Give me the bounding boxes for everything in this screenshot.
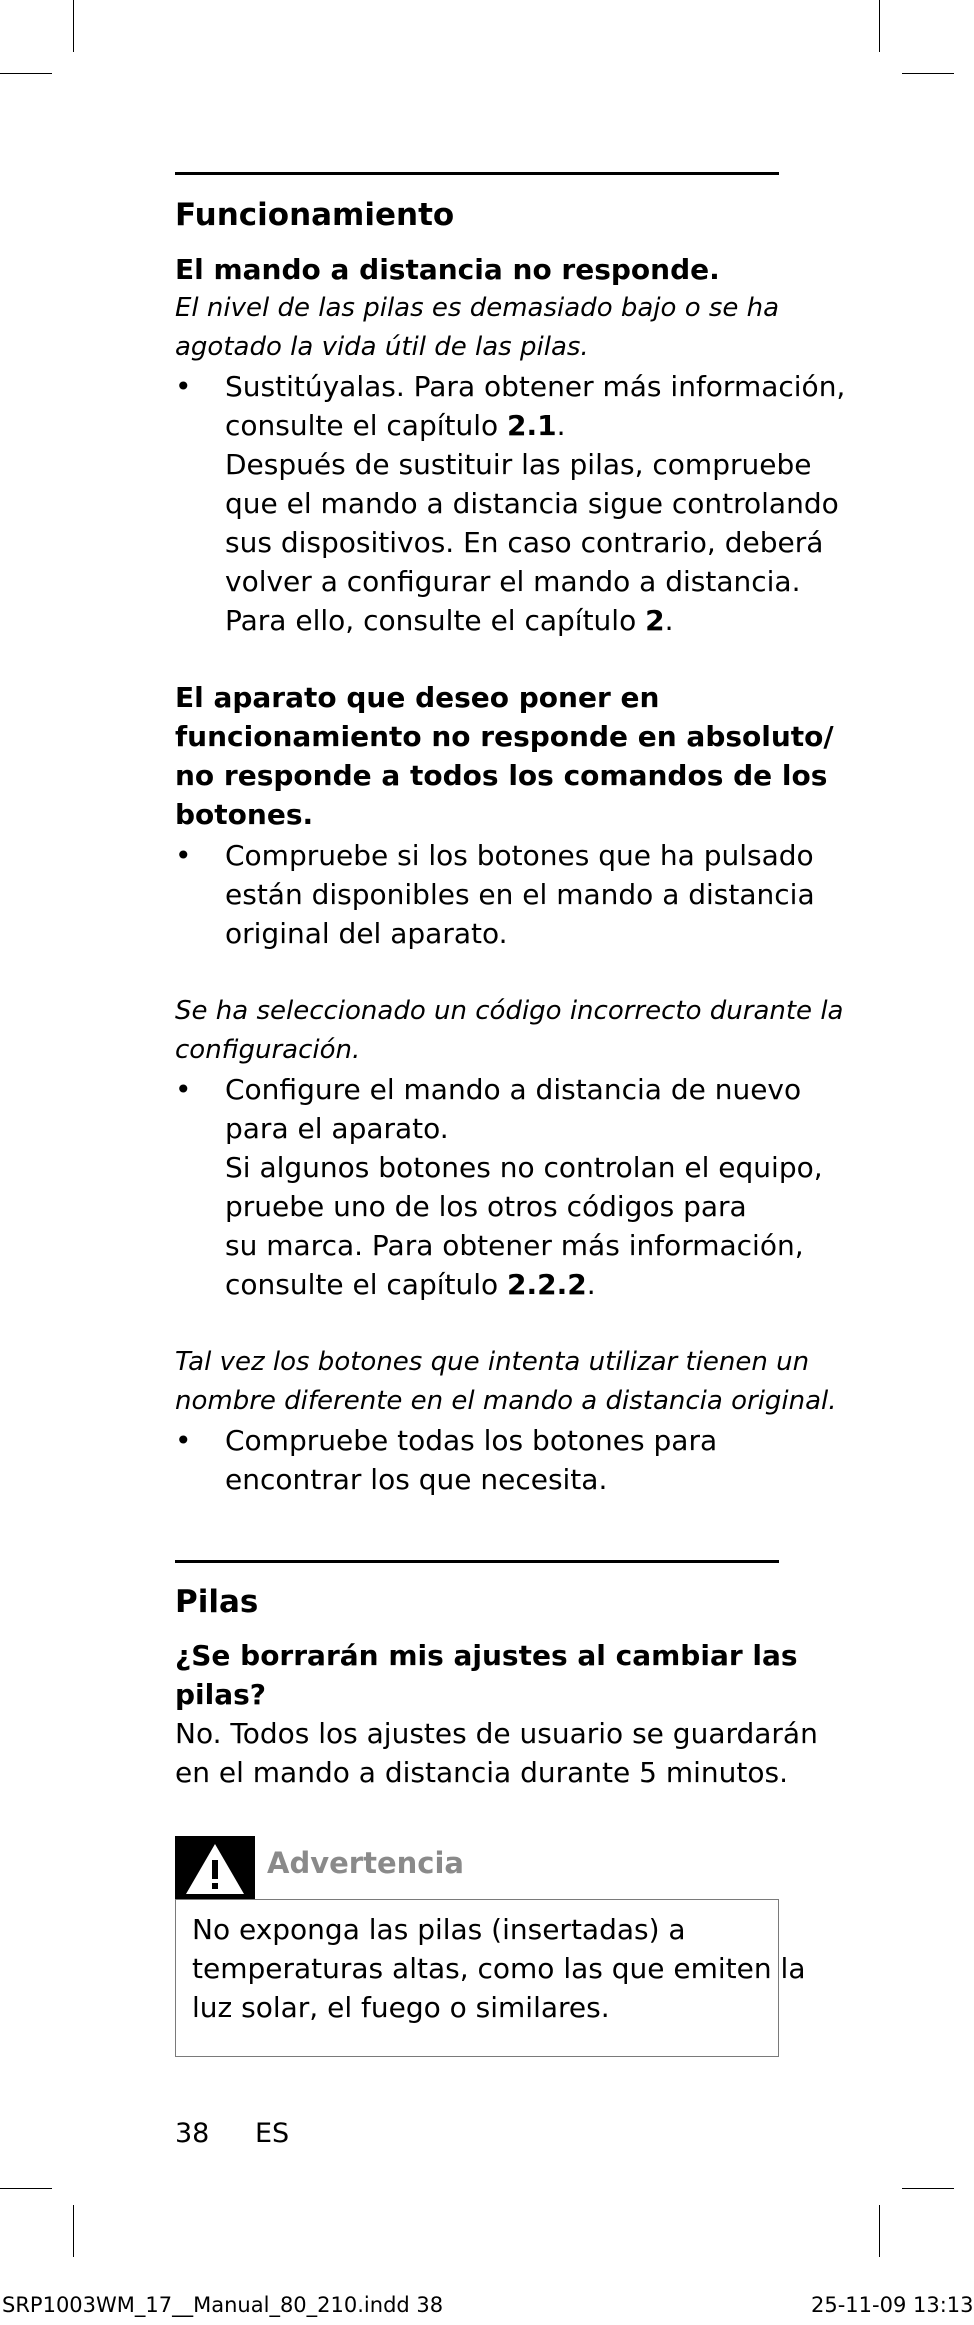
warning-triangle-icon <box>175 1836 255 1900</box>
chapter-ref: 2.2.2 <box>507 1268 587 1301</box>
warning-box <box>175 1899 806 2057</box>
crop-mark <box>0 2188 52 2189</box>
chapter-ref: 2 <box>645 604 665 637</box>
crop-mark <box>0 73 52 74</box>
crop-mark <box>879 2205 880 2257</box>
page-number: 38 <box>175 2118 210 2149</box>
cause-pilas-bajas: El nivel de las pilas es demasiado bajo o se ha agotado la vida útil de las pilas. <box>175 293 780 362</box>
crop-mark <box>73 2205 74 2257</box>
language-code: ES <box>255 2118 290 2149</box>
crop-mark <box>902 73 954 74</box>
crop-mark <box>73 0 74 52</box>
answer-ajustes: No. Todos los ajustes de usuario se guardarán en el mando a distancia durante 5 minutos. <box>175 1717 818 1789</box>
warning-text: No exponga las pilas (insertadas) a temperaturas altas, como las que emiten la luz solar, el fuego o similares. <box>192 1913 806 2024</box>
cause-nombre-diferente: Tal vez los botones que intenta utilizar tienen un nombre diferente en el mando a distancia original. <box>175 1347 837 1416</box>
chapter-ref: 2.1 <box>507 409 557 442</box>
bullet-dot: • <box>175 370 192 403</box>
question-aparato-no-responde: El aparato que deseo poner en funcionamiento no responde en absoluto/ no responde a todos los comandos de los botones. <box>175 681 834 831</box>
crop-mark <box>902 2188 954 2189</box>
bullet-dot: • <box>175 1424 192 1457</box>
section-rule <box>175 1560 779 1563</box>
section-title-pilas: Pilas <box>175 1584 259 1620</box>
cause-codigo-incorrecto: Se ha seleccionado un código incorrecto durante la configuración. <box>175 996 844 1065</box>
bullet-dot: • <box>175 839 192 872</box>
warning-header <box>175 1836 779 1900</box>
question-no-responde: El mando a distancia no responde. <box>175 253 720 286</box>
slug-file-name: SRP1003WM_17__Manual_80_210.indd 38 <box>2 2293 444 2317</box>
crop-mark <box>879 0 880 52</box>
bullet-dot: • <box>175 1073 192 1106</box>
slug-date: 25-11-09 13:13 <box>811 2293 974 2317</box>
question-borrar-ajustes: ¿Se borrarán mis ajustes al cambiar las pilas? <box>175 1639 798 1711</box>
warning-label: Advertencia <box>267 1846 464 1880</box>
section-title-funcionamiento: Funcionamiento <box>175 197 455 233</box>
section-rule <box>175 172 779 175</box>
